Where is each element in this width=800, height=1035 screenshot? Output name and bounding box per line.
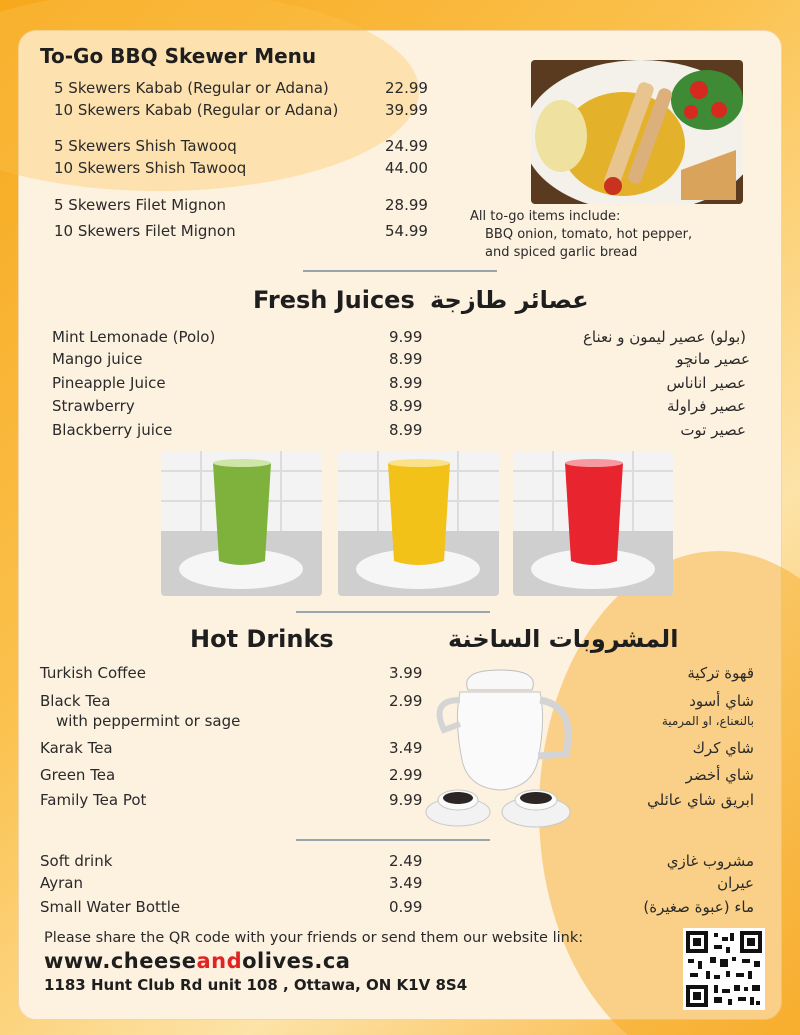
bbq-item-price: 54.99 [385, 222, 428, 240]
juice-item-ar: عصير فراولة [667, 397, 746, 415]
juice-item-name: Strawberry [52, 397, 135, 415]
bbq-note-line3: and spiced garlic bread [485, 245, 638, 260]
section-divider [296, 839, 490, 841]
juice-item-ar: عصير مانڇو [676, 350, 750, 368]
red-juice-glass-image [513, 451, 673, 596]
hot-item-ar: شاي أسود [689, 692, 754, 710]
cold-item-ar: مشروب غازي [666, 852, 754, 870]
hot-item-name: Karak Tea [40, 739, 113, 757]
bbq-plate-photo [531, 60, 743, 204]
hot-item-name: Green Tea [40, 766, 116, 784]
bbq-note-line1: All to-go items include: [470, 209, 621, 224]
bbq-item-name: 5 Skewers Kabab (Regular or Adana) [54, 79, 329, 97]
bbq-item-price: 39.99 [385, 101, 428, 119]
bbq-item-name: 10 Skewers Kabab (Regular or Adana) [54, 101, 339, 119]
hot-item-price: 3.99 [389, 664, 423, 682]
cold-item-price: 2.49 [389, 852, 423, 870]
juice-item-ar: عصير اناناس [666, 374, 746, 392]
cold-item-name: Small Water Bottle [40, 898, 181, 916]
hot-item-price: 2.99 [389, 766, 423, 784]
cold-item-name: Ayran [40, 874, 83, 892]
hot-item-name: Family Tea Pot [40, 791, 147, 809]
cold-item-ar: ماء (عبوة صغيرة) [643, 898, 754, 916]
juice-item-name: Blackberry juice [52, 421, 173, 439]
bbq-item-price: 44.00 [385, 159, 428, 177]
juice-item-name: Mango juice [52, 350, 143, 368]
website-link-part: olives.ca [242, 949, 351, 973]
cold-item-name: Soft drink [40, 852, 113, 870]
bbq-item-name: 10 Skewers Filet Mignon [54, 222, 236, 240]
juice-item-price: 8.99 [389, 397, 423, 415]
yellow-juice-glass-image [338, 451, 499, 596]
qr-code-image [686, 931, 762, 1007]
section-divider [303, 270, 497, 272]
hot-item-ar: شاي أخضر [685, 766, 754, 784]
hot-title-en: Hot Drinks [190, 625, 334, 653]
black-tea-subtext-ar: بالنعناع، او المرمية [661, 714, 754, 728]
qr-code[interactable] [683, 928, 765, 1010]
juice-photo-red [513, 451, 673, 596]
green-juice-glass-image [161, 451, 322, 596]
teapot-and-cups-image [420, 660, 580, 840]
bbq-item-price: 24.99 [385, 137, 428, 155]
bbq-item-name: 5 Skewers Filet Mignon [54, 196, 227, 214]
hot-item-ar: ابريق شاي عائلي [647, 791, 754, 809]
hot-title-ar: المشروبات الساخنة [448, 625, 679, 653]
bbq-note-line2: BBQ onion, tomato, hot pepper, [485, 227, 693, 242]
juice-item-ar: (بولو) عصير ليمون و نعناع [582, 328, 746, 346]
juices-title-ar: عصائر طازجة [430, 286, 589, 314]
hot-item-ar: شاي كرك [692, 739, 754, 757]
juice-photo-green [161, 451, 322, 596]
juice-item-name: Mint Lemonade (Polo) [52, 328, 216, 346]
juice-item-price: 8.99 [389, 350, 423, 368]
hot-item-ar: قهوة تركية [687, 664, 754, 682]
hot-item-name: Black Tea [40, 692, 111, 710]
footer-address: 1183 Hunt Club Rd unit 108 , Ottawa, ON K1V 8S4 [44, 976, 468, 994]
bbq-item-name: 5 Skewers Shish Tawooq [54, 137, 237, 155]
juice-photo-yellow [338, 451, 499, 596]
section-divider [296, 611, 490, 613]
teapot-photo [420, 660, 580, 840]
hot-item-price: 9.99 [389, 791, 423, 809]
hot-item-name: Turkish Coffee [40, 664, 146, 682]
juice-item-price: 8.99 [389, 421, 423, 439]
juice-item-name: Pineapple Juice [52, 374, 166, 392]
cold-item-price: 3.49 [389, 874, 423, 892]
hot-item-price: 2.99 [389, 692, 423, 710]
bbq-item-name: 10 Skewers Shish Tawooq [54, 159, 247, 177]
juices-title-en: Fresh Juices [253, 286, 415, 314]
website-link-accent: and [196, 949, 243, 973]
footer-share-text: Please share the QR code with your friends or send them our website link: [44, 930, 584, 946]
juice-item-ar: عصير توت [680, 421, 746, 439]
website-link[interactable] [44, 949, 350, 973]
bbq-item-price: 22.99 [385, 79, 428, 97]
website-link-part: www.cheese [44, 949, 197, 973]
juice-item-price: 9.99 [389, 328, 423, 346]
juice-item-price: 8.99 [389, 374, 423, 392]
bbq-title: To-Go BBQ Skewer Menu [40, 44, 317, 68]
black-tea-subtext: with peppermint or sage [56, 712, 241, 730]
bbq-item-price: 28.99 [385, 196, 428, 214]
bbq-plate-image [531, 60, 743, 204]
cold-item-ar: عيران [717, 874, 754, 892]
hot-item-price: 3.49 [389, 739, 423, 757]
cold-item-price: 0.99 [389, 898, 423, 916]
